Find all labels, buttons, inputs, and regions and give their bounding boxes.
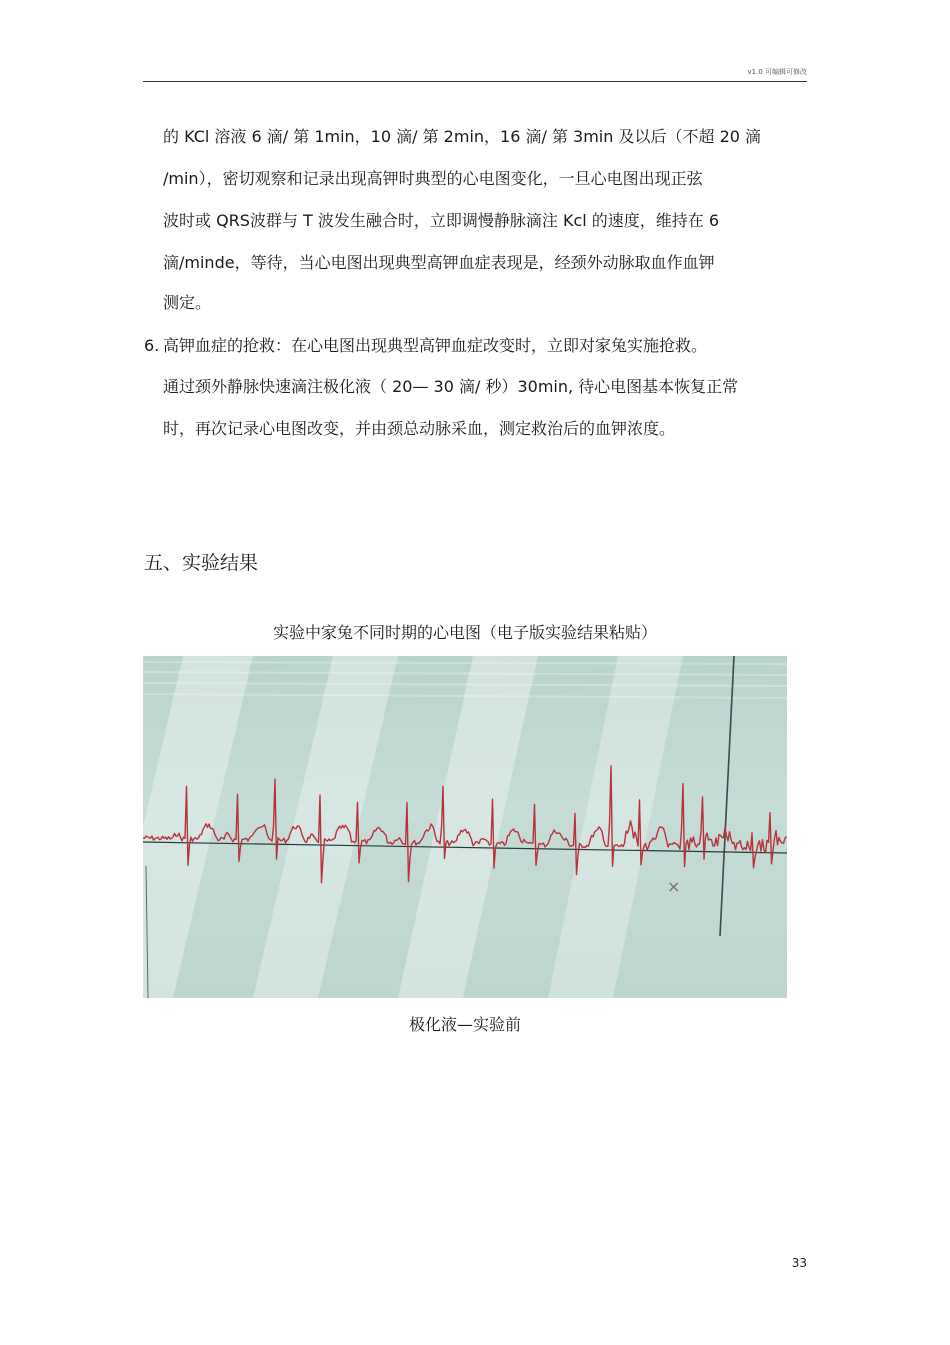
header-rule [143,81,807,82]
paragraph-line-1: 的 KCl 溶液 6 滴/ 第 1min，10 滴/ 第 2min，16 滴/ 第 3min 及以后（不超 20 滴 [163,127,762,146]
figure-caption: 极化液—实验前 [408,1015,521,1034]
glare-stripe [398,656,538,998]
paragraph-line-5: 测定。 [163,293,212,312]
paragraph-line-3: 波时或 QRS波群与 T 波发生融合时，立即调慢静脉滴注 Kcl 的速度，维持在 6 [163,211,720,230]
list-number-6: 6. [144,336,160,355]
step6-line-3: 时，再次记录心电图改变，并由颈总动脉采血，测定救治后的血钾浓度。 [163,419,676,438]
header-version-note: v1.0 可编辑可修改 [747,68,807,76]
ecg-trace-image [143,656,787,998]
glare-stripe [548,656,683,998]
figure-title: 实验中家兔不同时期的心电图（电子版实验结果粘贴） [272,623,657,642]
paragraph-line-2: /min），密切观察和记录出现高钾时典型的心电图变化，一旦心电图出现正弦 [163,169,703,188]
ecg-marker: × [667,877,681,896]
section-heading: 五、实验结果 [144,552,259,574]
paragraph-line-4: 滴/minde，等待，当心电图出现典型高钾血症表现是，经颈外动脉取血作血钾 [163,253,715,272]
step6-line-2: 通过颈外静脉快速滴注极化液（ 20— 30 滴/ 秒）30min, 待心电图基本恢复正常 [163,377,739,396]
ecg-photo [143,656,787,998]
step6-line-1: 高钾血症的抢救：在心电图出现典型高钾血症改变时，立即对家兔实施抢救。 [163,336,708,355]
page-number: 33 [791,1256,807,1270]
glare-stripe [253,656,398,998]
